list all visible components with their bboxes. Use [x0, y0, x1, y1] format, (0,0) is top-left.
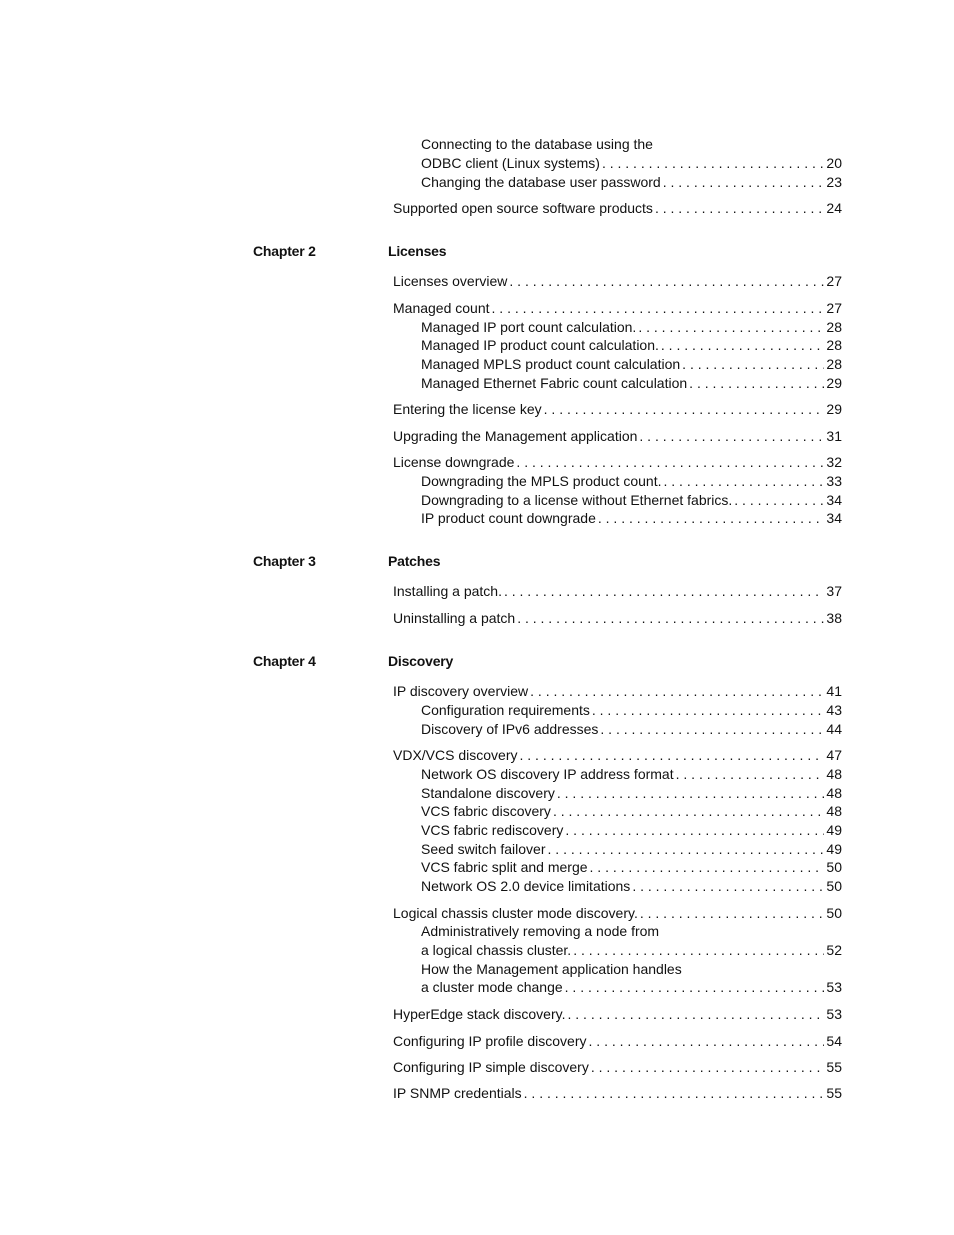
toc-entry[interactable] — [393, 427, 842, 445]
toc-entry-text: Managed IP product count calculation. — [421, 337, 659, 353]
toc-entry-text: Network OS discovery IP address format — [421, 766, 674, 782]
toc-entry-text: a logical chassis cluster. — [421, 942, 572, 958]
toc-entry[interactable] — [421, 491, 842, 509]
toc-entry-text: ODBC client (Linux systems) — [421, 155, 600, 171]
toc-entry[interactable] — [421, 821, 842, 839]
toc-entry-text: Supported open source software products — [393, 200, 653, 216]
toc-entry-text: Logical chassis cluster mode discovery. — [393, 905, 638, 921]
toc-page-number: 27 — [826, 300, 842, 316]
toc-page-number: 24 — [826, 200, 842, 216]
toc-page-number: 53 — [826, 1006, 842, 1022]
toc-entry[interactable] — [393, 1005, 842, 1023]
toc-page-number: 48 — [826, 803, 842, 819]
toc-entry-text: HyperEdge stack discovery. — [393, 1006, 566, 1022]
toc-entry[interactable] — [421, 173, 842, 191]
toc-page-number: 48 — [826, 785, 842, 801]
toc-entry[interactable] — [393, 609, 842, 627]
toc-page-number: 54 — [826, 1033, 842, 1049]
toc-entry-text: Managed count — [393, 300, 490, 316]
toc-entry[interactable] — [393, 400, 842, 418]
toc-entry[interactable] — [393, 453, 842, 471]
toc-page-number: 34 — [826, 492, 842, 508]
toc-page-number: 55 — [826, 1059, 842, 1075]
toc-entry-text: Standalone discovery — [421, 785, 555, 801]
toc-entry[interactable] — [421, 355, 842, 373]
toc-entry[interactable] — [393, 199, 842, 217]
toc-entry-text: Downgrading to a license without Ethernet fabrics. — [421, 492, 733, 508]
toc-page-number: 34 — [826, 510, 842, 526]
toc-entry[interactable] — [421, 701, 842, 719]
toc-entry[interactable] — [421, 374, 842, 392]
toc-page-number: 44 — [826, 721, 842, 737]
toc-entry-text: How the Management application handles — [421, 961, 682, 977]
toc-entry[interactable] — [421, 336, 842, 354]
toc-page-number: 28 — [826, 319, 842, 335]
toc-entry-text: Configuration requirements — [421, 702, 590, 718]
toc-page-number: 29 — [826, 375, 842, 391]
toc-entry-text: IP product count downgrade — [421, 510, 596, 526]
toc-entry[interactable] — [421, 509, 842, 527]
toc-entry-text: Uninstalling a patch — [393, 610, 516, 626]
toc-entry[interactable] — [393, 1058, 842, 1076]
toc-entry-text: License downgrade — [393, 454, 515, 470]
toc-page-number: 33 — [826, 473, 842, 489]
toc-entry-text: Seed switch failover — [421, 841, 546, 857]
toc-entry-text: VCS fabric discovery — [421, 803, 551, 819]
toc-entry-text: Managed MPLS product count calculation — [421, 356, 681, 372]
toc-entry-text: Administratively removing a node from — [421, 923, 660, 939]
toc-entry[interactable] — [421, 858, 842, 876]
toc-entry-text: VDX/VCS discovery — [393, 747, 518, 763]
toc-entry[interactable] — [393, 904, 842, 922]
toc-entry-text: Discovery of IPv6 addresses — [421, 721, 599, 737]
chapter-label: Chapter 2 — [253, 243, 316, 259]
toc-page-number: 38 — [826, 610, 842, 626]
toc-page-number: 43 — [826, 702, 842, 718]
toc-page-number: 49 — [826, 822, 842, 838]
toc-entry[interactable] — [421, 941, 842, 959]
toc-entry[interactable] — [421, 318, 842, 336]
toc-entry[interactable] — [421, 765, 842, 783]
toc-entry-text: IP SNMP credentials — [393, 1085, 522, 1101]
toc-page-number: 28 — [826, 356, 842, 372]
toc-entry[interactable] — [393, 1084, 842, 1102]
toc-entry[interactable] — [393, 682, 842, 700]
toc-entry[interactable] — [393, 299, 842, 317]
toc-entry-text: Configuring IP profile discovery — [393, 1033, 587, 1049]
toc-entry[interactable] — [421, 877, 842, 895]
toc-entry[interactable] — [393, 272, 842, 290]
toc-page-number: 49 — [826, 841, 842, 857]
toc-entry-text: Network OS 2.0 device limitations — [421, 878, 631, 894]
toc-page-number: 55 — [826, 1085, 842, 1101]
toc-page-number: 23 — [826, 174, 842, 190]
toc-entry-text: IP discovery overview — [393, 683, 529, 699]
toc-entry-text: Configuring IP simple discovery — [393, 1059, 589, 1075]
toc-page-number: 52 — [826, 942, 842, 958]
toc-page-number: 53 — [826, 979, 842, 995]
toc-page-number: 28 — [826, 337, 842, 353]
toc-page-number: 50 — [826, 905, 842, 921]
toc-page-number: 27 — [826, 273, 842, 289]
toc-entry-text: Changing the database user password — [421, 174, 661, 190]
toc-entry[interactable] — [421, 802, 842, 820]
chapter-title[interactable]: Licenses — [388, 243, 447, 259]
toc-entry[interactable] — [393, 1032, 842, 1050]
toc-entry[interactable] — [393, 746, 842, 764]
toc-entry-text: Entering the license key — [393, 401, 542, 417]
toc-entry[interactable] — [421, 784, 842, 802]
chapter-title[interactable]: Patches — [388, 553, 441, 569]
toc-entry[interactable] — [421, 720, 842, 738]
toc-entry-text: Upgrading the Management application — [393, 428, 638, 444]
toc-page-number: 37 — [826, 583, 842, 599]
toc-entry-text: Managed IP port count calculation. — [421, 319, 637, 335]
toc-entry-text: Managed Ethernet Fabric count calculation — [421, 375, 688, 391]
toc-page-number: 41 — [826, 683, 842, 699]
toc-entry-text: Connecting to the database using the — [421, 136, 653, 152]
toc-page-number: 50 — [826, 859, 842, 875]
toc-entry-text: Installing a patch. — [393, 583, 502, 599]
toc-entry[interactable] — [393, 582, 842, 600]
toc-entry-text: VCS fabric split and merge — [421, 859, 588, 875]
toc-page-number: 32 — [826, 454, 842, 470]
toc-entry[interactable] — [421, 472, 842, 490]
toc-entry[interactable] — [421, 154, 842, 172]
toc-page-number: 31 — [826, 428, 842, 444]
toc-page-number: 47 — [826, 747, 842, 763]
toc-page-number: 29 — [826, 401, 842, 417]
toc-page-number: 20 — [826, 155, 842, 171]
toc-entry-text: a cluster mode change — [421, 979, 563, 995]
chapter-label: Chapter 4 — [253, 653, 316, 669]
chapter-label: Chapter 3 — [253, 553, 316, 569]
toc-page-number: 50 — [826, 878, 842, 894]
toc-page-number: 48 — [826, 766, 842, 782]
toc-entry-text: Licenses overview — [393, 273, 508, 289]
toc-entry-text: Downgrading the MPLS product count. — [421, 473, 662, 489]
toc-entry-text: VCS fabric rediscovery — [421, 822, 564, 838]
toc-entry[interactable] — [421, 978, 842, 996]
chapter-title[interactable]: Discovery — [388, 653, 454, 669]
toc-entry[interactable] — [421, 840, 842, 858]
